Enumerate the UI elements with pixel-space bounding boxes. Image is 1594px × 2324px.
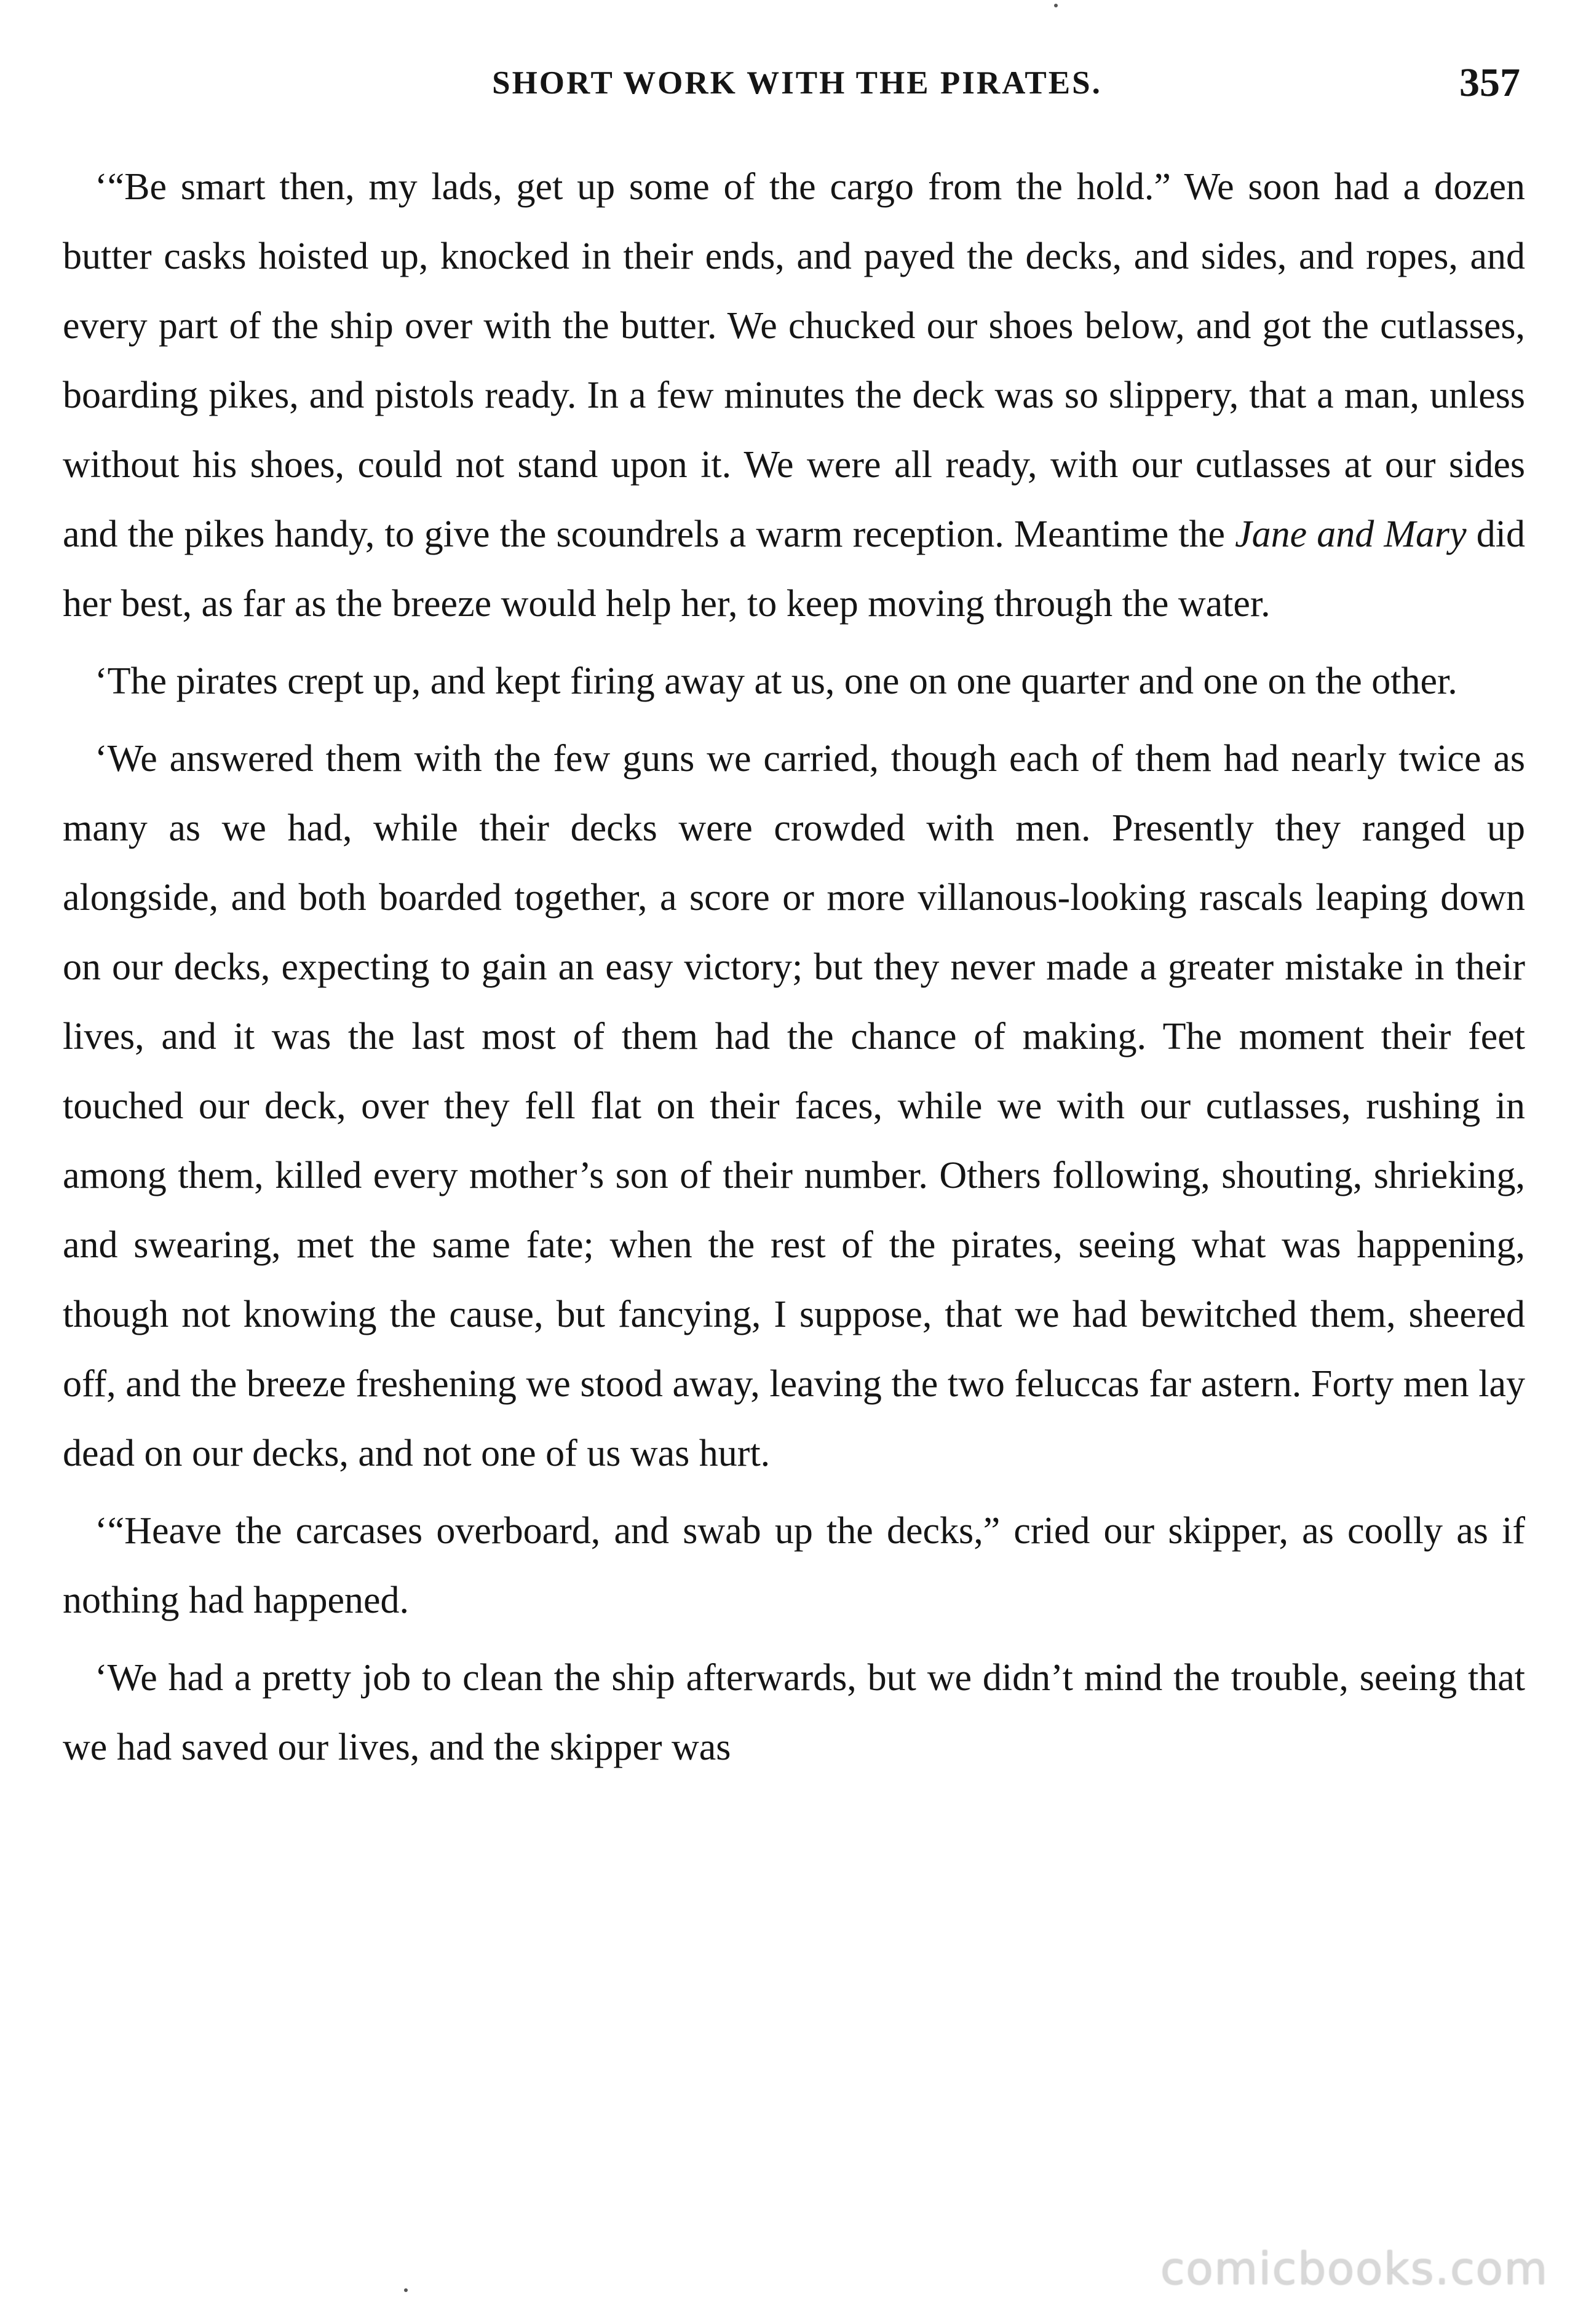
print-speck: [1054, 4, 1058, 7]
print-speck: [404, 2288, 408, 2292]
ship-name: Jane and Mary: [1235, 513, 1467, 555]
paragraph-pirates-approach: ‘The pirates crept up, and kept firing away at us, one on one quarter and one on the other.: [95, 660, 1457, 702]
paragraph-butter: [63, 152, 1525, 639]
running-title: SHORT WORK WITH THE PIRATES.: [492, 65, 1102, 101]
paragraph-skipper-order: ‘“Heave the carcases overboard, and swab up the decks,” cried our skipper, as coolly as if nothing had happened.: [63, 1510, 1525, 1621]
paragraph-boarding: ‘We answered them with the few guns we carried, though each of them had nearly twice as many as we had, while their decks were crowded with men. Presently they ranged up alongside, and both boarded together, a score or more villanous-looking rascals leaping down on our decks, expecting to gain an easy victory; but they never made a greater mistake in their lives, and it was the last most of them had the chance of making. The moment their feet touched our deck, over they fell flat on their faces, while we with our cutlasses, rushing in among them, killed every mother’s son of their number. Others following, shouting, shrieking, and swearing, met the same fate; when the rest of the pirates, seeing what was happening, though not knowing the cause, but fancying, I suppose, that we had bewitched them, sheered off, and the breeze freshening we stood away, leaving the two feluccas far astern. Forty men lay dead on our decks, and not one of us was hurt.: [63, 738, 1525, 1474]
paragraph-text: did her best, as far as the breeze would help her, to keep moving through the water.: [63, 513, 1525, 625]
site-watermark: comicbooks.com: [1160, 2243, 1548, 2294]
paragraph-cleanup: ‘We had a pretty job to clean the ship afterwards, but we didn’t mind the trouble, seeing that we had saved our lives, and the skipper was: [63, 1657, 1525, 1768]
body-text: [63, 152, 1525, 1790]
page-number: 357: [1459, 60, 1520, 105]
running-head: [61, 60, 1533, 120]
paragraph-text: ‘“Be smart then, my lads, get up some of the cargo from the hold.” We soon had a dozen butter casks hoisted up, knocked in their ends, and payed the decks, and sides, and ropes, and every part of the ship over with the butter. We chucked our shoes below, and got the cutlasses, boarding pikes, and pistols ready. In a few minutes the deck was so slippery, that a man, unless without his shoes, could not stand upon it. We were all ready, with our cutlasses at our sides and the pikes handy, to give the scoundrels a warm reception. Meantime the: [63, 166, 1525, 555]
